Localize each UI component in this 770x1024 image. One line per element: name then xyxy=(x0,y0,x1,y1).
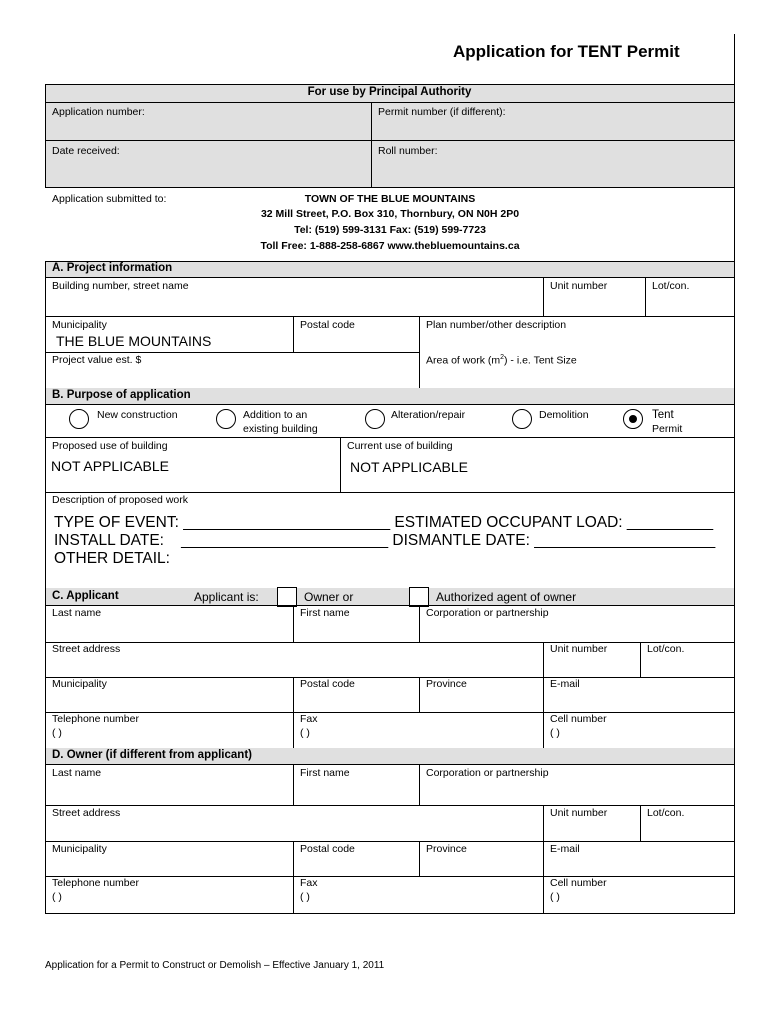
rule xyxy=(45,588,46,748)
rule xyxy=(340,437,341,492)
rule xyxy=(45,642,734,643)
owner-province-label: Province xyxy=(426,843,467,855)
owner-first-name-label: First name xyxy=(300,767,350,779)
checkbox-owner[interactable] xyxy=(277,587,297,607)
rule xyxy=(419,605,420,642)
owner-unit-label: Unit number xyxy=(550,807,608,819)
owner-fax-area[interactable]: ( ) xyxy=(300,891,310,903)
owner-last-name-label: Last name xyxy=(52,767,102,779)
owner-email-label: E-mail xyxy=(550,843,580,855)
postal-code-label: Postal code xyxy=(300,319,355,331)
radio-alteration[interactable] xyxy=(365,409,385,429)
rule xyxy=(293,316,294,352)
radio-demolition[interactable] xyxy=(512,409,532,429)
applicant-cell-label: Cell number xyxy=(550,713,607,725)
rule xyxy=(543,805,544,841)
description-line-3[interactable]: OTHER DETAIL: xyxy=(54,550,170,567)
section-c-header-bg xyxy=(45,588,734,605)
rule xyxy=(45,187,734,188)
applicant-province-label: Province xyxy=(426,678,467,690)
rule xyxy=(45,352,419,353)
rule xyxy=(45,677,734,678)
town-tel-fax: Tel: (519) 599-3131 Fax: (519) 599-7723 xyxy=(294,224,486,236)
radio-tent-selected[interactable] xyxy=(623,409,643,429)
owner-telephone-area[interactable]: ( ) xyxy=(52,891,62,903)
rule xyxy=(543,841,544,913)
building-street-label: Building number, street name xyxy=(52,280,189,292)
lotcon-label: Lot/con. xyxy=(652,280,690,292)
municipality-value[interactable]: THE BLUE MOUNTAINS xyxy=(56,333,212,349)
rule xyxy=(293,841,294,913)
rule xyxy=(45,261,46,388)
section-a-heading: A. Project information xyxy=(52,262,173,274)
rule xyxy=(45,388,46,588)
applicant-corp-label: Corporation or partnership xyxy=(426,607,549,619)
rule xyxy=(45,748,46,913)
rule xyxy=(293,764,294,805)
rule xyxy=(45,876,734,877)
applicant-telephone-area[interactable]: ( ) xyxy=(52,727,62,739)
rule xyxy=(45,404,734,405)
addition-label-line1: Addition to an xyxy=(243,409,308,421)
rule xyxy=(293,605,294,642)
checkbox-agent[interactable] xyxy=(409,587,429,607)
rule xyxy=(45,437,734,438)
applicant-last-name-label: Last name xyxy=(52,607,102,619)
rule xyxy=(45,712,734,713)
section-b-heading: B. Purpose of application xyxy=(52,389,191,401)
rule xyxy=(45,102,734,103)
radio-new-construction[interactable] xyxy=(69,409,89,429)
agent-option-label: Authorized agent of owner xyxy=(436,590,577,604)
rule xyxy=(419,677,420,712)
authority-heading: For use by Principal Authority xyxy=(307,86,472,98)
rule xyxy=(640,805,641,841)
radio-addition[interactable] xyxy=(216,409,236,429)
rule xyxy=(543,277,544,316)
addition-label-line2: existing building xyxy=(243,423,318,435)
area-of-work-label: Area of work $(m^2) - i.e$. Tent Size xyxy=(426,354,577,367)
applicant-is-label: Applicant is: xyxy=(194,590,259,604)
owner-lotcon-label: Lot/con. xyxy=(647,807,685,819)
applicant-municipality-label: Municipality xyxy=(52,678,107,690)
rule xyxy=(640,642,641,677)
owner-cell-area[interactable]: ( ) xyxy=(550,891,560,903)
applicant-postal-label: Postal code xyxy=(300,678,355,690)
rule xyxy=(419,841,420,876)
proposed-use-label: Proposed use of building xyxy=(52,440,168,452)
current-use-label: Current use of building xyxy=(347,440,453,452)
authority-shaded-area xyxy=(45,84,734,187)
rule xyxy=(543,642,544,677)
roll-number-label: Roll number: xyxy=(378,145,438,157)
town-name: TOWN OF THE BLUE MOUNTAINS xyxy=(304,193,476,205)
rule xyxy=(419,316,420,388)
applicant-fax-area[interactable]: ( ) xyxy=(300,727,310,739)
applicant-unit-label: Unit number xyxy=(550,643,608,655)
page-footer: Application for a Permit to Construct or Demolish – Effective January 1, 2011 xyxy=(45,960,385,971)
project-value-label: Project value est. $ xyxy=(52,354,142,366)
rule xyxy=(645,277,646,316)
owner-postal-label: Postal code xyxy=(300,843,355,855)
applicant-first-name-label: First name xyxy=(300,607,350,619)
rule xyxy=(45,84,46,187)
description-line-1[interactable]: TYPE OF EVENT: ________________________ ESTIMATED OCCUPANT LOAD: __________ xyxy=(54,514,714,531)
plan-number-label: Plan number/other description xyxy=(426,319,567,331)
rule xyxy=(45,140,734,141)
application-number-label: Application number: xyxy=(52,106,145,118)
right-margin-rule xyxy=(734,34,735,914)
permit-number-label: Permit number (if different): xyxy=(378,106,506,118)
applicant-fax-label: Fax xyxy=(300,713,318,725)
owner-cell-label: Cell number xyxy=(550,877,607,889)
applicant-telephone-label: Telephone number xyxy=(52,713,139,725)
current-use-value[interactable]: NOT APPLICABLE xyxy=(350,459,469,475)
rule xyxy=(45,84,734,85)
section-c-heading: C. Applicant xyxy=(52,590,119,602)
town-tollfree: Toll Free: 1-888-258-6867 www.thebluemountains.ca xyxy=(260,240,520,252)
rule xyxy=(45,764,734,765)
owner-telephone-label: Telephone number xyxy=(52,877,139,889)
rule xyxy=(45,913,734,914)
new-construction-label: New construction xyxy=(97,409,178,421)
submitted-to-label: Application submitted to: xyxy=(52,193,167,205)
tent-label-line2: Permit xyxy=(652,423,683,435)
demolition-label: Demolition xyxy=(539,409,589,421)
town-address: 32 Mill Street, P.O. Box 310, Thornbury, ON N0H 2P0 xyxy=(260,208,520,220)
rule xyxy=(45,316,734,317)
owner-municipality-label: Municipality xyxy=(52,843,107,855)
description-line-2[interactable]: INSTALL DATE: ________________________ DISMANTLE DATE: _____________________ xyxy=(54,532,716,549)
owner-option-label: Owner or xyxy=(304,590,354,604)
rule xyxy=(45,492,734,493)
rule xyxy=(45,605,734,606)
page-title: Application for TENT Permit xyxy=(453,42,680,61)
tent-label-line1: Tent xyxy=(652,409,674,421)
applicant-email-label: E-mail xyxy=(550,678,580,690)
owner-fax-label: Fax xyxy=(300,877,318,889)
municipality-label: Municipality xyxy=(52,319,107,331)
rule xyxy=(371,102,372,187)
owner-street-label: Street address xyxy=(52,807,121,819)
applicant-cell-area[interactable]: ( ) xyxy=(550,727,560,739)
rule xyxy=(45,277,734,278)
applicant-street-label: Street address xyxy=(52,643,121,655)
rule xyxy=(419,764,420,805)
applicant-lotcon-label: Lot/con. xyxy=(647,643,685,655)
owner-corp-label: Corporation or partnership xyxy=(426,767,549,779)
proposed-use-value[interactable]: NOT APPLICABLE xyxy=(51,458,170,474)
section-d-heading: D. Owner (if different from applicant) xyxy=(52,749,252,761)
description-label: Description of proposed work xyxy=(52,494,188,506)
unit-number-label: Unit number xyxy=(550,280,608,292)
rule xyxy=(45,805,734,806)
alteration-label: Alteration/repair xyxy=(391,409,466,421)
date-received-label: Date received: xyxy=(52,145,120,157)
rule xyxy=(45,841,734,842)
